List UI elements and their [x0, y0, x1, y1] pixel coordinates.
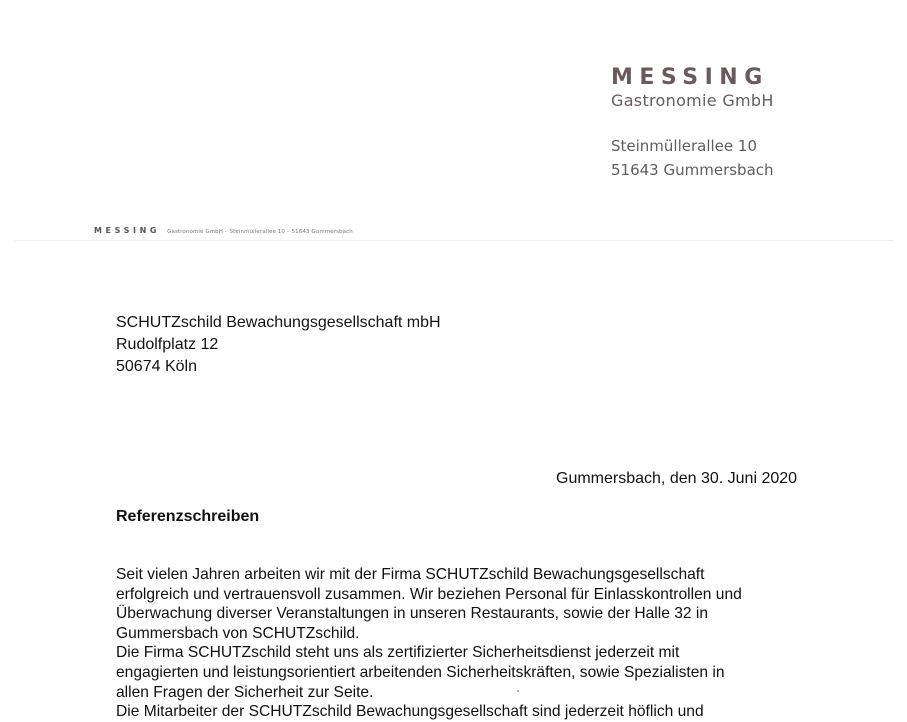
brand-subtitle: Gastronomie GmbH: [611, 91, 774, 110]
sender-city: 51643 Gummersbach: [611, 161, 774, 179]
recipient-company: SCHUTZschild Bewachungsgesellschaft mbH: [116, 314, 441, 331]
body-line: Überwachung diverser Veranstaltungen in unseren Restaurants, sowie der Halle 32 in: [116, 605, 709, 623]
letterhead-logo: [611, 64, 774, 110]
recipient-street: Rudolfplatz 12: [116, 336, 219, 353]
brand-name: MESSING: [611, 65, 769, 90]
subject-line: Referenzschreiben: [116, 508, 260, 525]
scan-speck: [517, 690, 519, 692]
sender-address: [611, 134, 774, 182]
letter-body: [116, 565, 796, 722]
recipient-city: 50674 Köln: [116, 358, 197, 375]
sender-street: Steinmüllerallee 10: [611, 137, 757, 155]
body-line: Seit vielen Jahren arbeiten wir mit der Firma SCHUTZschild Bewachungsgesellschaft: [116, 566, 705, 583]
date-line: Gummersbach, den 30. Juni 2020: [556, 470, 798, 487]
recipient-address: [116, 312, 441, 378]
body-line: Die Mitarbeiter der SCHUTZschild Bewachungsgesellschaft sind jederzeit höflich und: [116, 703, 704, 721]
body-line: Die Firma SCHUTZschild steht uns als zertifizierter Sicherheitsdienst jederzeit mit: [116, 644, 680, 662]
body-line: engagierten und leistungsorientiert arbeitenden Sicherheitskräften, sowie Spezialisten in: [116, 663, 725, 681]
return-address-text: Gastronomie GmbH – Steinmüllerallee 10 – 51643 Gummersbach: [167, 229, 353, 235]
return-address-line: [94, 218, 353, 237]
body-line: allen Fragen der Sicherheit zur Seite.: [116, 683, 374, 701]
header-divider: [14, 240, 894, 241]
return-brand: MESSING: [94, 226, 161, 235]
body-line: Gummersbach von SCHUTZschild.: [116, 624, 360, 642]
body-line: erfolgreich und vertrauensvoll zusammen. Wir beziehen Personal für Einlasskontrollen und: [116, 585, 742, 603]
